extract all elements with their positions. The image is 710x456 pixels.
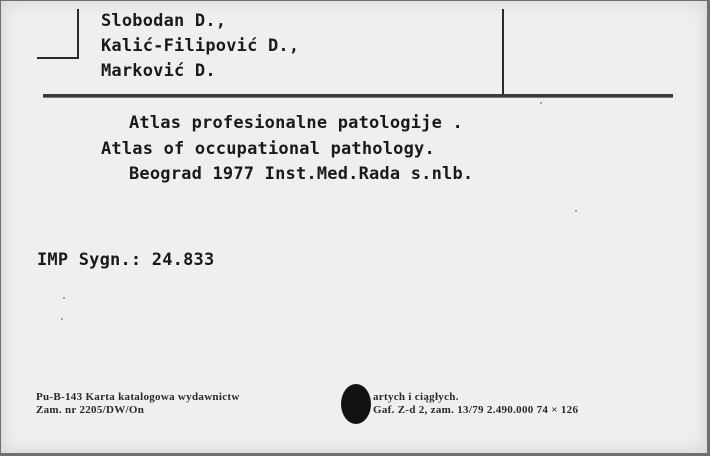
- catalog-card: [1, 1, 707, 453]
- paper-speck: [61, 318, 63, 320]
- title-line: Beograd 1977 Inst.Med.Rada s.nlb.: [129, 164, 474, 184]
- footer-printer-line-4: Gaf. Z-d 2, zam. 13/79 2.490.000 74 × 126: [373, 404, 579, 416]
- title-line: Atlas of occupational pathology.: [101, 139, 435, 159]
- card-punch-hole: [341, 384, 371, 424]
- footer-printer-line-2: Zam. nr 2205/DW/On: [36, 404, 145, 416]
- author-line: Slobodan D.,: [101, 11, 227, 31]
- signature-number: IMP Sygn.: 24.833: [37, 250, 215, 270]
- author-line: Marković D.: [101, 61, 216, 81]
- paper-speck: [575, 210, 577, 212]
- paper-speck: [63, 297, 65, 299]
- left-bracket-vertical-rule: [77, 9, 79, 59]
- paper-speck: [540, 102, 542, 104]
- header-rule: [43, 94, 673, 98]
- author-line: Kalić-Filipović D.,: [101, 36, 300, 56]
- title-line: Atlas profesionalne patologije .: [129, 113, 463, 133]
- left-bracket-horizontal-rule: [37, 57, 79, 59]
- footer-printer-line-3: artych i ciągłych.: [373, 391, 459, 403]
- footer-printer-line-1: Pu-B-143 Karta katalogowa wydawnictw: [36, 391, 240, 403]
- header-column-divider: [502, 9, 504, 95]
